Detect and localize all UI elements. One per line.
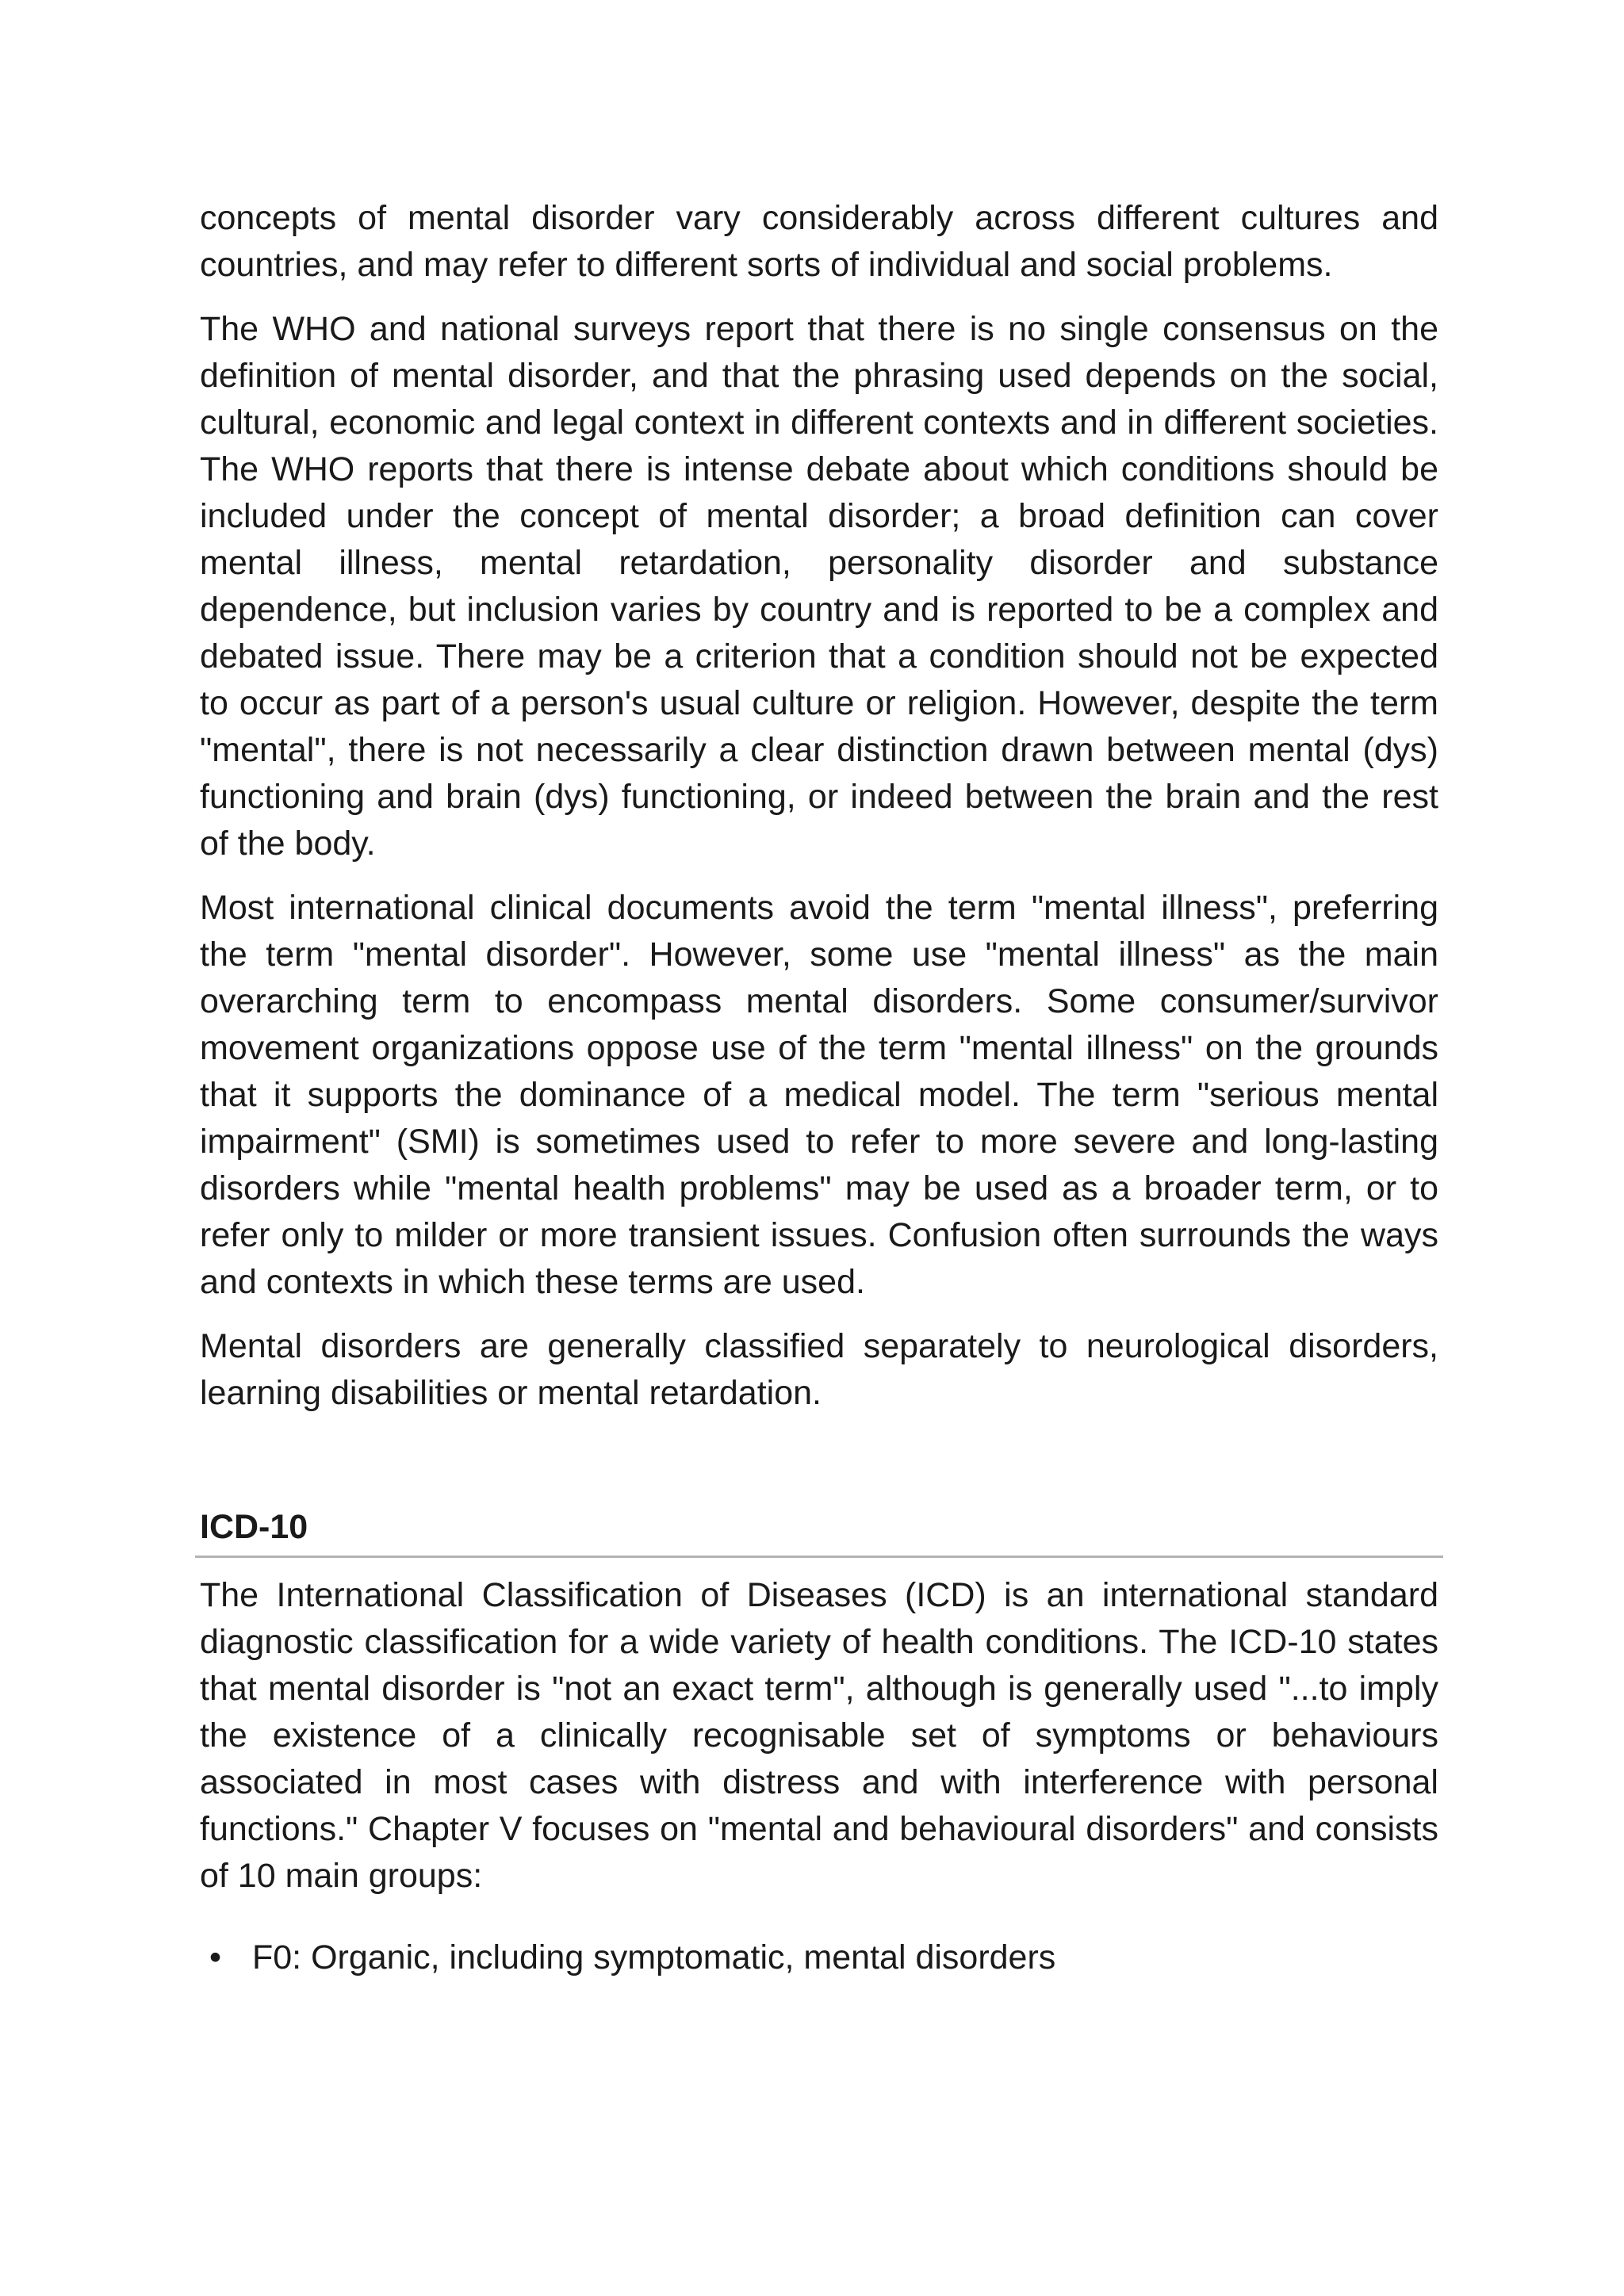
paragraph-classification: Mental disorders are generally classified separately to neurological disorders, learning disabilities or mental retardation. bbox=[200, 1327, 1438, 1412]
paragraph-icd10-description: The International Classification of Diseases (ICD) is an international standard diagnostic classification for a wide variety of health conditions. The ICD-10 states that mental disorder is "not an exact term", although is generally used "...to imply the existence of a clinically recognisable set of symptoms or behaviours associated in most cases with distress and with interference with personal functions." Chapter V focuses on "mental and behavioural disorders" and consists of 10 main groups: bbox=[200, 1576, 1438, 1895]
list-item bbox=[200, 1934, 1438, 1981]
list-item-text: F0: Organic, including symptomatic, mental disorders bbox=[252, 1938, 1056, 1976]
icd10-groups-list bbox=[200, 1934, 1438, 1981]
bullet-icon: • bbox=[209, 1938, 222, 1976]
paragraph-intro-continuation: concepts of mental disorder vary considerably across different cultures and countries, and may refer to different sorts of individual and social problems. bbox=[200, 199, 1438, 284]
heading-divider bbox=[195, 1556, 1443, 1558]
paragraph-terminology: Most international clinical documents avoid the term "mental illness", preferring the term "mental disorder". However, some use "mental illness" as the main overarching term to encompass mental disorders. Some consumer/survivor movement organizations oppose use of the term "mental illness" on the grounds that it supports the dominance of a medical model. The term "serious mental impairment" (SMI) is sometimes used to refer to more severe and long-lasting disorders while "mental health problems" may be used as a broader term, or to refer only to milder or more transient issues. Confusion often surrounds the ways and contexts in which these terms are used. bbox=[200, 889, 1438, 1301]
document-body bbox=[200, 195, 1438, 1981]
section-heading: ICD-10 bbox=[200, 1508, 308, 1546]
icd10-section bbox=[200, 1504, 1438, 1981]
paragraph-who-definition: The WHO and national surveys report that there is no single consensus on the definition of mental disorder, and that the phrasing used depends on the social, cultural, economic and legal context in different contexts and in different societies. The WHO reports that there is intense debate about which conditions should be included under the concept of mental disorder; a broad definition can cover mental illness, mental retardation, personality disorder and substance dependence, but inclusion varies by country and is reported to be a complex and debated issue. There may be a criterion that a condition should not be expected to occur as part of a person's usual culture or religion. However, despite the term "mental", there is not necessarily a clear distinction drawn between mental (dys) functioning and brain (dys) functioning, or indeed between the brain and the rest of the body. bbox=[200, 310, 1438, 863]
